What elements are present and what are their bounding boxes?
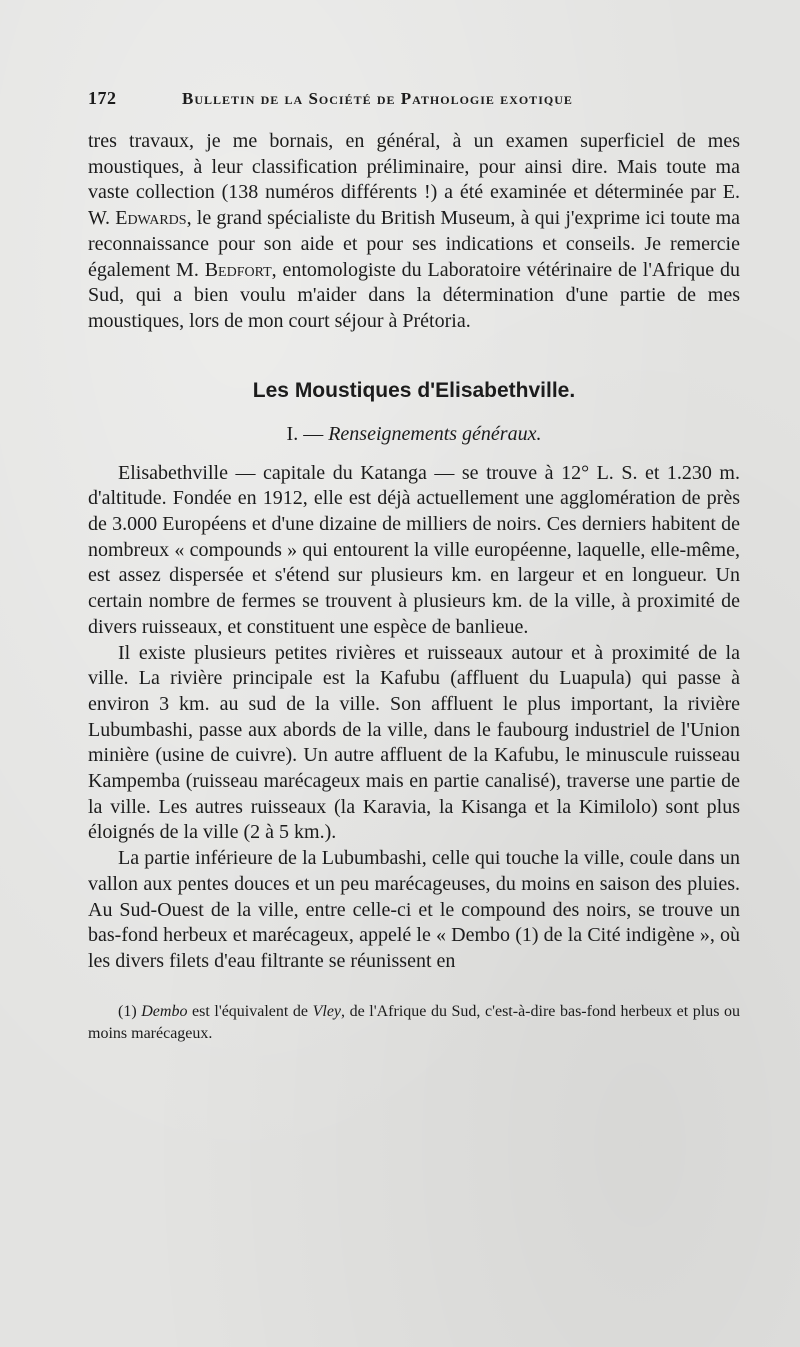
page-number: 172 <box>88 88 117 108</box>
footnote-term-vley: Vley <box>312 1002 342 1020</box>
journal-title: Bulletin de la Société de Pathologie exotique <box>182 89 573 108</box>
subsection-number: I. — <box>286 422 329 445</box>
footnote-term-dembo: Dembo <box>141 1002 188 1020</box>
section-title: Les Moustiques d'Elisabethville. <box>252 378 576 402</box>
intro-text-3: , entomologiste du Laboratoire vétérinaire de l'Afrique du Sud, qui a bien voulu m'aider dans la détermination d'une partie de mes moustiques, lors de mon court séjour à Prétoria. <box>88 258 740 332</box>
intro-text-2: , le grand spécialiste du British Museum, à qui j'exprime ici toute ma reconnaissance pour son aide et pour ses indications et conseils. Je remercie également M. <box>88 207 741 281</box>
footnote-text-2: , de l'Afrique du Sud, c'est-à-dire bas-fond herbeux et plus ou moins marécageux. <box>88 1002 741 1042</box>
body-paragraph-2: Il existe plusieurs petites rivières et ruisseaux autour et à proximité de la ville. La rivière principale est la Kafubu (affluent du Luapula) qui passe à environ 3 km. au sud de la ville. Son affluent le plus important, la rivière Lubumbashi, passe aux abords de la ville, dans le faubourg industriel de l'Union minière (usine de cuivre). Un autre affluent de la Kafubu, le minuscule ruisseau Kampemba (ruisseau marécageux mais en partie canalisé), traverse une partie de la ville. Les autres ruisseaux (la Karavia, la Kisanga et la Kimilolo) sont plus éloignés de la ville (2 à 5 km.). <box>88 641 740 844</box>
intro-text-1: tres travaux, je me bornais, en général, à un examen superficiel de mes moustiques, à leur classification préliminaire, pour ainsi dire. Mais toute ma vaste collection (138 numéros différents !) a été examinée et déterminée par E. W. <box>88 130 740 230</box>
body-paragraph-3: La partie inférieure de la Lubumbashi, celle qui touche la ville, coule dans un vallon aux pentes douces et un peu marécageuses, du moins en saison des pluies. Au Sud-Ouest de la ville, entre celle-ci et le compound des noirs, se trouve un bas-fond herbeux et marécageux, appelé le « Dembo (1) de la Cité indigène », où les divers filets d'eau filtrante se réunissent en <box>88 847 740 972</box>
subsection-title-text: Renseignements généraux. <box>328 422 542 445</box>
body-paragraph-1: Elisabethville — capitale du Katanga — se trouve à 12° L. S. et 1.230 m. d'altitude. Fondée en 1912, elle est déjà actuellement une agglomération de près de 3.000 Européens et d'une dizaine de milliers de noirs. Ces derniers habitent de nombreux « compounds » qui entourent la ville européenne, laquelle, elle-même, est assez dispersée et s'étend sur plusieurs km. en largeur et en longueur. Un certain nombre de fermes se trouvent à plusieurs km. de la ville, à proximité de divers ruisseaux, et constituent une espèce de banlieue. <box>88 461 740 638</box>
footnote-spacer <box>88 975 740 1001</box>
footnote-text-1: est l'équivalent de <box>187 1002 313 1020</box>
author-name-bedfort: Bedfort <box>204 258 272 281</box>
footnote <box>88 1001 740 1045</box>
footnote-marker: (1) <box>118 1002 142 1020</box>
author-name-edwards: Edwards <box>115 207 187 230</box>
subsection-title <box>88 423 740 446</box>
running-head <box>88 88 740 109</box>
page <box>88 88 740 1045</box>
intro-paragraph <box>88 129 740 335</box>
